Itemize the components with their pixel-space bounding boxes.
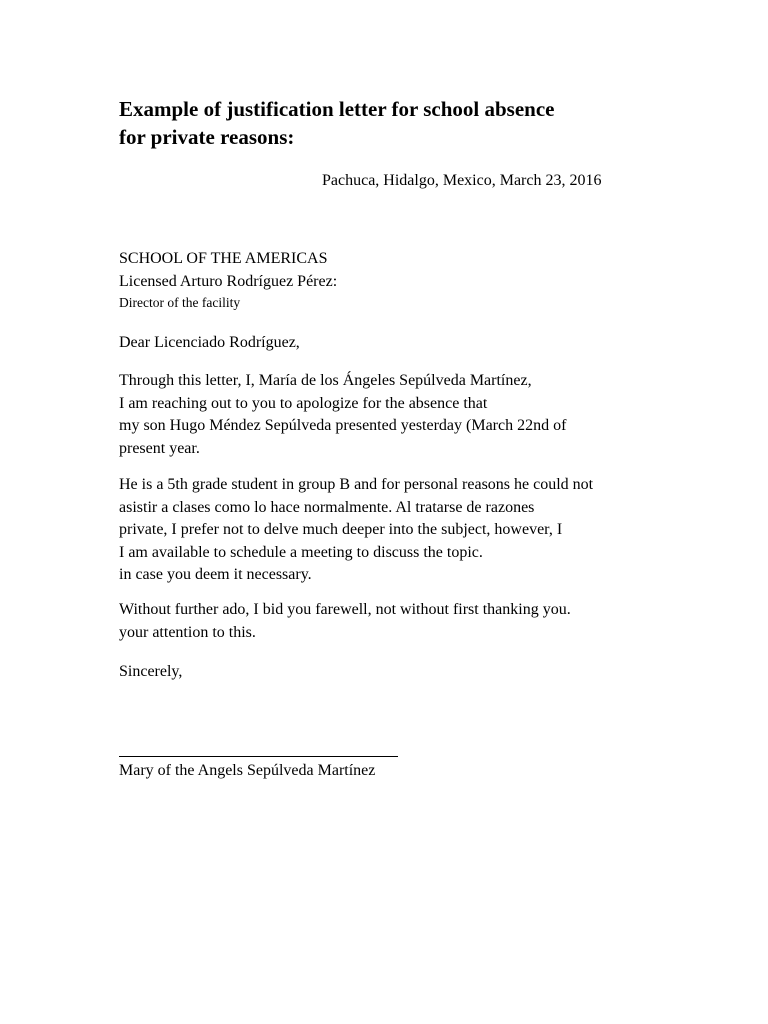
paragraph-line: He is a 5th grade student in group B and for personal reasons he could not: [119, 476, 594, 493]
closing: Sincerely,: [119, 663, 183, 680]
title-line: Example of justification letter for school absence: [119, 97, 555, 121]
signature-line: [119, 756, 398, 757]
addressee-school: SCHOOL OF THE AMERICAS: [119, 250, 328, 267]
paragraph-line: in case you deem it necessary.: [119, 566, 312, 583]
paragraph-line: Without further ado, I bid you farewell, not without first thanking you.: [119, 601, 571, 618]
addressee-block: [119, 248, 337, 313]
paragraph-line: I am reaching out to you to apologize for the absence that: [119, 394, 488, 412]
addressee-name: Licensed Arturo Rodríguez Pérez:: [119, 272, 338, 290]
paragraph-reason: [119, 474, 593, 587]
signature-name: Mary of the Angels Sepúlveda Martínez: [119, 762, 376, 779]
addressee-role: Director of the facility: [119, 295, 241, 310]
paragraph-line: asistir a clases como lo hace normalmente. Al tratarse de razones: [119, 498, 535, 516]
paragraph-line: your attention to this.: [119, 623, 256, 641]
place-date: Pachuca, Hidalgo, Mexico, March 23, 2016: [322, 172, 602, 189]
document-title: [119, 95, 659, 151]
paragraph-apology: [119, 370, 566, 460]
paragraph-line: my son Hugo Méndez Sepúlveda presented yesterday (March 22nd of: [119, 417, 567, 434]
paragraph-line: Through this letter, I, María de los Ángeles Sepúlveda Martínez,: [119, 372, 532, 389]
salutation: Dear Licenciado Rodríguez,: [119, 334, 300, 351]
title-line: for private reasons:: [119, 125, 295, 149]
paragraph-line: I am available to schedule a meeting to discuss the topic.: [119, 543, 483, 561]
paragraph-line: private, I prefer not to delve much deeper into the subject, however, I: [119, 521, 563, 538]
paragraph-farewell: [119, 599, 571, 644]
paragraph-line: present year.: [119, 439, 200, 457]
